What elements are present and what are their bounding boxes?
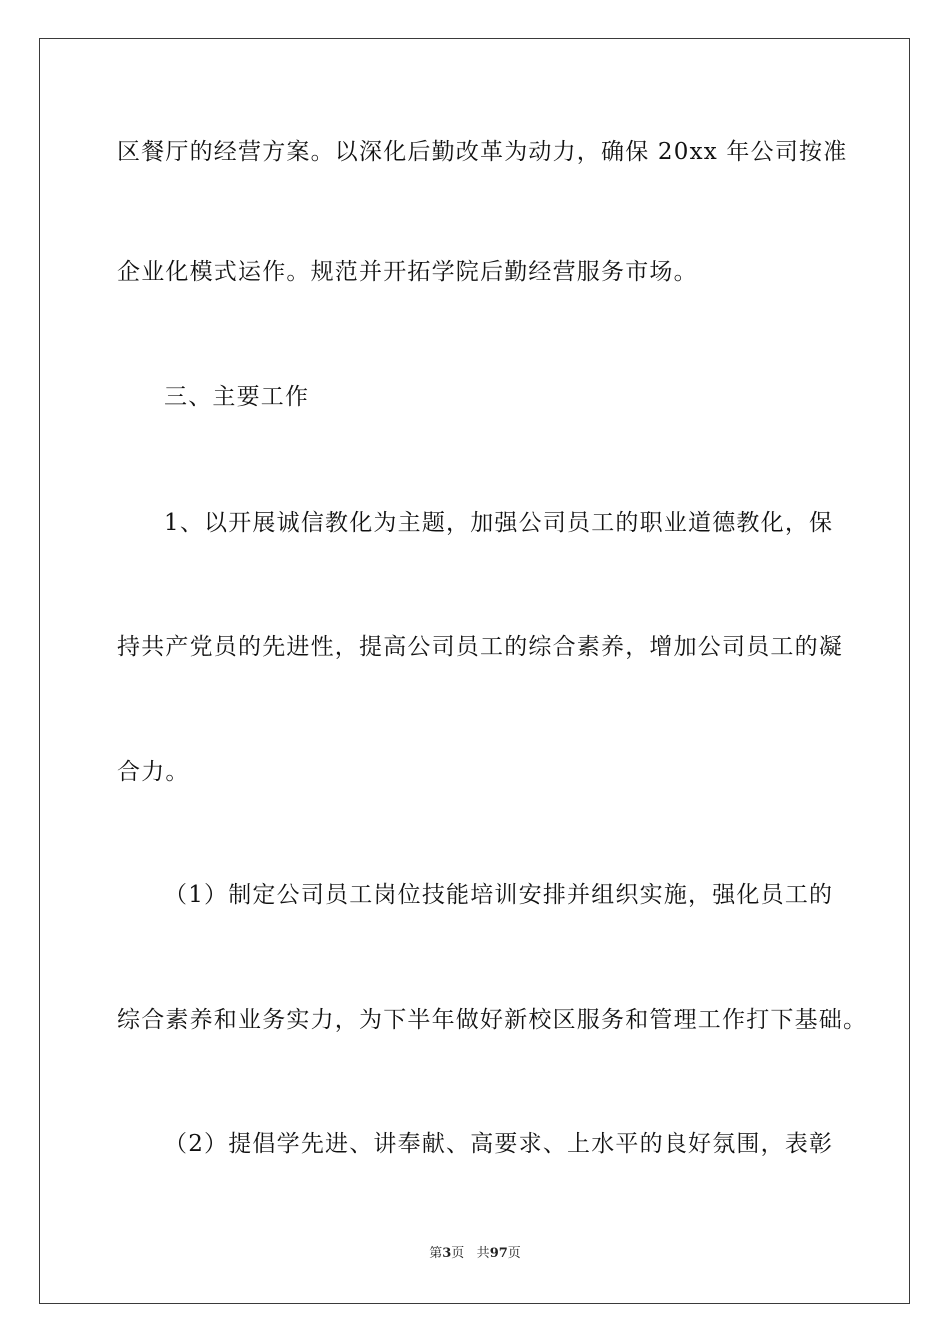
paragraph-line-2: 企业化模式运作。规范并开拓学院后勤经营服务市场。 [117, 259, 698, 285]
footer-prefix: 第 [429, 1246, 443, 1261]
footer-total-suffix: 页 [507, 1246, 521, 1261]
footer-total-prefix: 共 [476, 1246, 490, 1261]
paragraph-line-9: （2）提倡学先进、讲奉献、高要求、上水平的良好氛围，表彰 [164, 1131, 834, 1157]
paragraph-line-7: （1）制定公司员工岗位技能培训安排并组织实施，强化员工的 [164, 882, 834, 908]
paragraph-line-4: 1、以开展诚信教化为主题，加强公司员工的职业道德教化，保 [164, 510, 834, 536]
paragraph-line-8: 综合素养和业务实力，为下半年做好新校区服务和管理工作打下基础。 [117, 1007, 868, 1033]
footer-total-pages: 97 [489, 1246, 508, 1261]
paragraph-line-5: 持共产党员的先进性，提高公司员工的综合素养，增加公司员工的凝 [117, 634, 843, 660]
page-footer [0, 1245, 950, 1263]
page-border [39, 38, 910, 1304]
footer-page-suffix: 页 [451, 1246, 465, 1261]
paragraph-line-6: 合力。 [117, 759, 190, 785]
paragraph-line-1: 区餐厅的经营方案。以深化后勤改革为动力，确保 20xx 年公司按准 [117, 139, 848, 165]
footer-page-number: 3 [442, 1246, 452, 1261]
section-heading: 三、主要工作 [164, 384, 310, 410]
